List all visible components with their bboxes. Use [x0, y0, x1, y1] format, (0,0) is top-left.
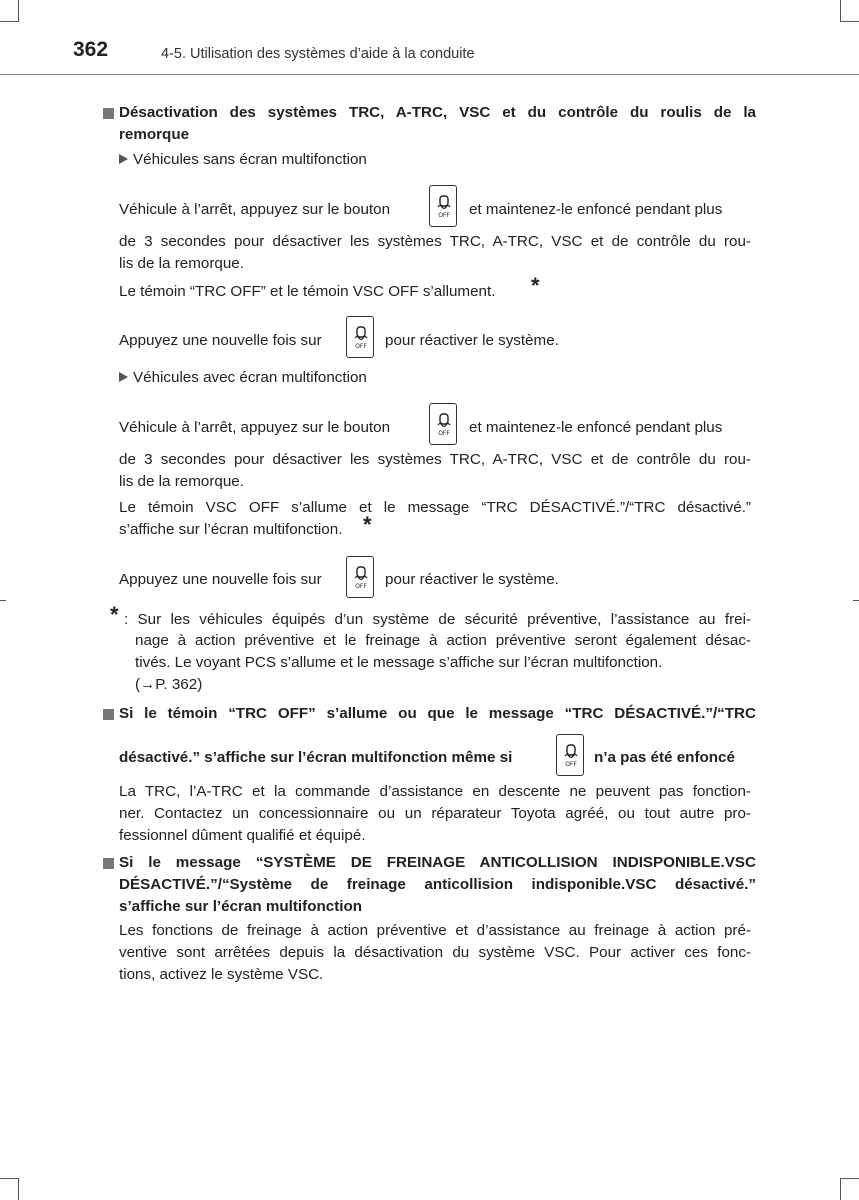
footnote-text: (→P. 362) [135, 676, 203, 693]
svg-text:OFF: OFF [355, 343, 367, 350]
crop-mark [853, 600, 859, 601]
section-heading: s’affiche sur l’écran multifonction [119, 898, 363, 915]
crop-mark [841, 21, 859, 22]
triangle-marker-icon [119, 372, 128, 382]
vsc-off-button-icon [429, 403, 457, 445]
paragraph-text: de 3 secondes pour désactiver les systèmes TRC, A-TRC, VSC et de contrôle du rou- [119, 233, 751, 250]
section-heading: désactivé.” s’affiche sur l’écran multifonction même si [119, 749, 513, 766]
paragraph-text: lis de la remorque. [119, 473, 244, 490]
subheading [119, 367, 367, 389]
paragraph-text: tions, activez le système VSC. [119, 966, 324, 983]
svg-text:OFF: OFF [355, 583, 367, 590]
crop-mark [18, 0, 19, 22]
subheading-label: Véhicules avec écran multifonction [133, 369, 367, 386]
paragraph-text: de 3 secondes pour désactiver les systèmes TRC, A-TRC, VSC et de contrôle du rou- [119, 451, 751, 468]
paragraph-text: ner. Contactez un concessionnaire ou un réparateur Toyota agréé, ou tout autre pro- [119, 805, 751, 822]
paragraph-text: s’affiche sur l’écran multifonction. [119, 521, 343, 538]
section-heading: Si le témoin “TRC OFF” s’allume ou que le message “TRC DÉSACTIVÉ.”/“TRC [119, 705, 756, 722]
page-number: 362 [73, 38, 109, 61]
square-bullet-icon [103, 108, 114, 119]
section-heading: DÉSACTIVÉ.”/“Système de freinage anticollision indisponible.VSC désactivé.” [119, 876, 756, 893]
triangle-marker-icon [119, 154, 128, 164]
footnote-text: nage à action préventive et le freinage à action préventive seront également désac- [135, 632, 751, 649]
section-heading: remorque [119, 126, 190, 143]
subheading [119, 149, 367, 171]
section-title: 4-5. Utilisation des systèmes d’aide à la conduite [161, 46, 475, 62]
crop-mark [840, 0, 841, 22]
footnote-marker: * [363, 512, 372, 537]
svg-text:OFF: OFF [438, 212, 450, 219]
square-bullet-icon [103, 709, 114, 720]
vsc-off-button-icon [346, 556, 374, 598]
paragraph-text: Véhicule à l’arrêt, appuyez sur le bouton [119, 419, 391, 436]
crop-mark [0, 1178, 18, 1179]
svg-text:OFF: OFF [438, 430, 450, 437]
paragraph-text: et maintenez-le enfoncé pendant plus [469, 201, 723, 218]
section-heading: Si le message “SYSTÈME DE FREINAGE ANTICOLLISION INDISPONIBLE.VSC [119, 854, 756, 871]
crop-mark [841, 1178, 859, 1179]
footnote-text: tivés. Le voyant PCS s’allume et le message s’affiche sur l’écran multifonction. [135, 654, 663, 671]
paragraph-text: pour réactiver le système. [385, 332, 559, 349]
vsc-off-button-icon [346, 316, 374, 358]
paragraph-text: et maintenez-le enfoncé pendant plus [469, 419, 723, 436]
crop-mark [0, 21, 18, 22]
paragraph-text: Le témoin “TRC OFF” et le témoin VSC OFF s’allument. [119, 283, 496, 300]
paragraph-text: Appuyez une nouvelle fois sur [119, 571, 322, 588]
paragraph-text: Le témoin VSC OFF s’allume et le message “TRC DÉSACTIVÉ.”/“TRC désactivé.” [119, 499, 751, 516]
crop-mark [840, 1178, 841, 1200]
vsc-off-button-icon [429, 185, 457, 227]
paragraph-text: Les fonctions de freinage à action préventive et d’assistance au freinage à action pré- [119, 922, 751, 939]
paragraph-text: Véhicule à l’arrêt, appuyez sur le bouton [119, 201, 391, 218]
footnote-text: : Sur les véhicules équipés d’un système de sécurité préventive, l’assistance au frei- [124, 611, 751, 628]
paragraph-text: pour réactiver le système. [385, 571, 559, 588]
paragraph-text: fessionnel dûment qualifié et équipé. [119, 827, 366, 844]
crop-mark [0, 600, 6, 601]
subheading-label: Véhicules sans écran multifonction [133, 151, 367, 168]
section-heading: Désactivation des systèmes TRC, A-TRC, VSC et du contrôle du roulis de la [119, 104, 756, 121]
crop-mark [18, 1178, 19, 1200]
footnote-marker: * [531, 273, 540, 298]
section-heading: n’a pas été enfoncé [594, 749, 735, 766]
paragraph-text: Appuyez une nouvelle fois sur [119, 332, 322, 349]
vsc-off-button-icon [556, 734, 584, 776]
paragraph-text: La TRC, l’A-TRC et la commande d’assistance en descente ne peuvent pas fonction- [119, 783, 751, 800]
square-bullet-icon [103, 858, 114, 869]
header-divider [0, 74, 859, 75]
footnote-marker: * [110, 602, 119, 627]
paragraph-text: ventive sont arrêtées depuis la désactivation du système VSC. Pour activer ces fonc- [119, 944, 751, 961]
svg-text:OFF: OFF [565, 761, 577, 768]
paragraph-text: lis de la remorque. [119, 255, 244, 272]
